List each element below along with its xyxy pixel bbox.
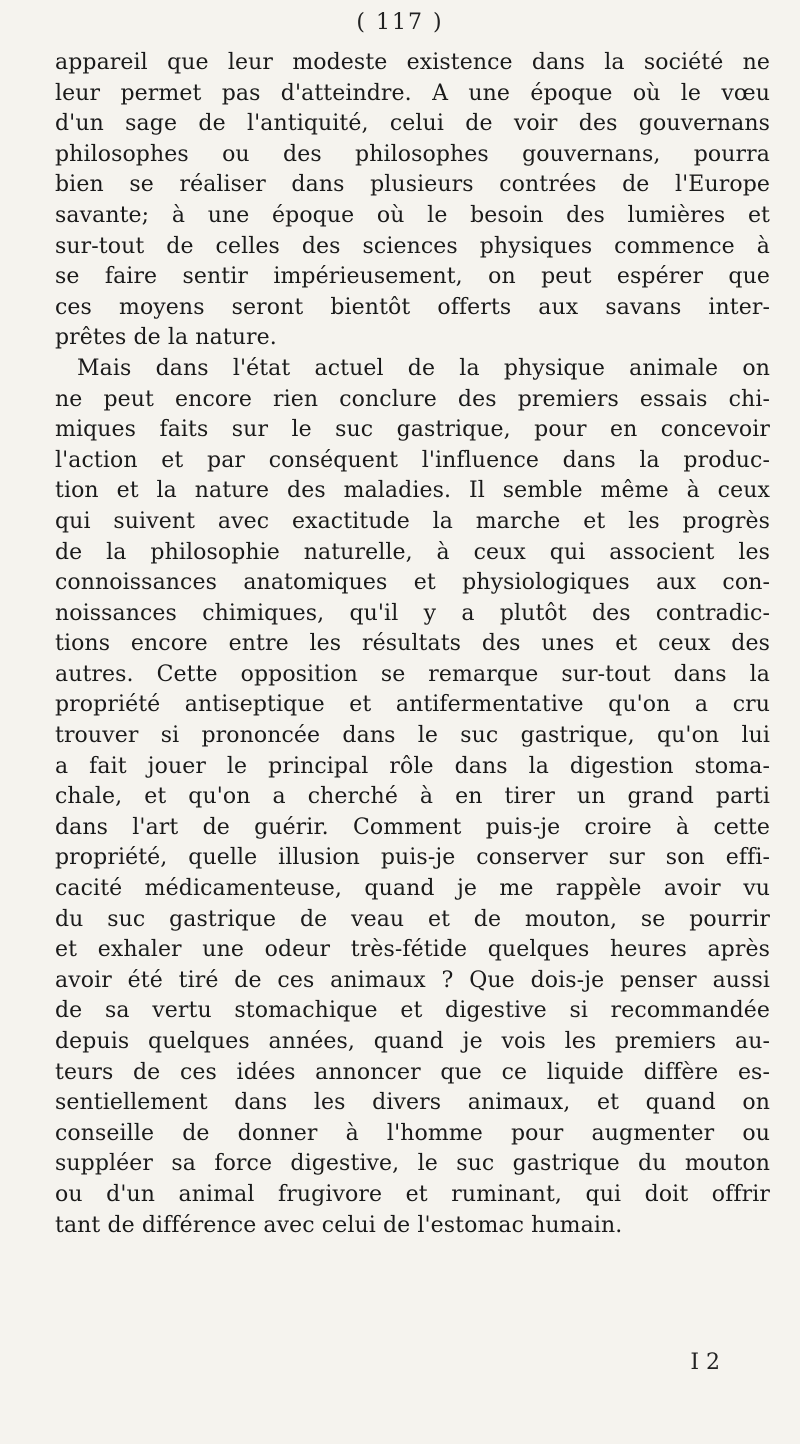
text-line: cacité médicamenteuse, quand je me rappèle avoir vu: [55, 876, 770, 902]
text-line: tion et la nature des maladies. Il semble même à ceux: [55, 478, 770, 504]
page-number: ( 117 ): [356, 10, 444, 35]
text-line: l'action et par conséquent l'influence dans la produc-: [55, 447, 770, 473]
text-line: a fait jouer le principal rôle dans la digestion stoma-: [55, 753, 770, 779]
text-line: depuis quelques années, quand je vois les premiers au-: [55, 1029, 770, 1054]
body-text: [55, 48, 770, 1241]
signature-mark: I 2: [690, 1350, 720, 1375]
text-line: philosophes ou des philosophes gouvernans, pourra: [55, 141, 770, 167]
text-line: propriété antiseptique et antifermentative qu'on a cru: [55, 692, 770, 718]
text-line: de la philosophie naturelle, à ceux qui associent les: [55, 539, 770, 565]
text-line: conseille de donner à l'homme pour augmenter ou: [55, 1120, 770, 1146]
text-line: connoissances anatomiques et physiologiques aux con-: [55, 570, 770, 596]
text-line: bien se réaliser dans plusieurs contrées de l'Europe: [55, 172, 770, 198]
text-line: appareil que leur modeste existence dans la société ne: [55, 50, 770, 75]
text-line: sentiellement dans les divers animaux, et quand on: [55, 1090, 770, 1116]
text-line: prêtes de la nature.: [55, 325, 277, 351]
text-line: savante; à une époque où le besoin des lumières et: [55, 202, 770, 228]
text-line: trouver si prononcée dans le suc gastrique, qu'on lui: [55, 723, 770, 749]
text-line: et exhaler une odeur très-fétide quelques heures après: [55, 937, 770, 963]
text-line: teurs de ces idées annoncer que ce liquide diffère es-: [55, 1059, 770, 1085]
text-line: ou d'un animal frugivore et ruminant, qui doit offrir: [55, 1181, 770, 1207]
text-line: leur permet pas d'atteindre. A une époque où le vœu: [55, 80, 770, 106]
text-line: ne peut encore rien conclure des premiers essais chi-: [55, 386, 770, 412]
text-line: tant de différence avec celui de l'estomac humain.: [55, 1212, 623, 1238]
text-line: Mais dans l'état actuel de la physique animale on: [77, 355, 770, 381]
text-line: se faire sentir impérieusement, on peut espérer que: [55, 264, 770, 290]
text-line: autres. Cette opposition se remarque sur-tout dans la: [55, 661, 770, 687]
text-line: noissances chimiques, qu'il y a plutôt des contradic-: [55, 600, 770, 626]
text-line: de sa vertu stomachique et digestive si recommandée: [55, 998, 770, 1024]
text-line: tions encore entre les résultats des unes et ceux des: [55, 631, 770, 657]
text-line: chale, et qu'on a cherché à en tirer un grand parti: [55, 784, 770, 810]
text-line: propriété, quelle illusion puis-je conserver sur son effi-: [55, 845, 770, 871]
text-line: ces moyens seront bientôt offerts aux savans inter-: [55, 294, 770, 320]
text-line: avoir été tiré de ces animaux ? Que dois-je penser aussi: [55, 967, 770, 993]
text-line: dans l'art de guérir. Comment puis-je croire à cette: [55, 814, 770, 840]
text-line: d'un sage de l'antiquité, celui de voir des gouvernans: [55, 111, 770, 137]
text-line: du suc gastrique de veau et de mouton, se pourrir: [55, 906, 770, 932]
text-line: miques faits sur le suc gastrique, pour en concevoir: [55, 417, 770, 443]
text-line: suppléer sa force digestive, le suc gastrique du mouton: [55, 1151, 770, 1177]
text-line: sur-tout de celles des sciences physiques commence à: [55, 233, 770, 259]
text-line: qui suivent avec exactitude la marche et les progrès: [55, 508, 770, 534]
